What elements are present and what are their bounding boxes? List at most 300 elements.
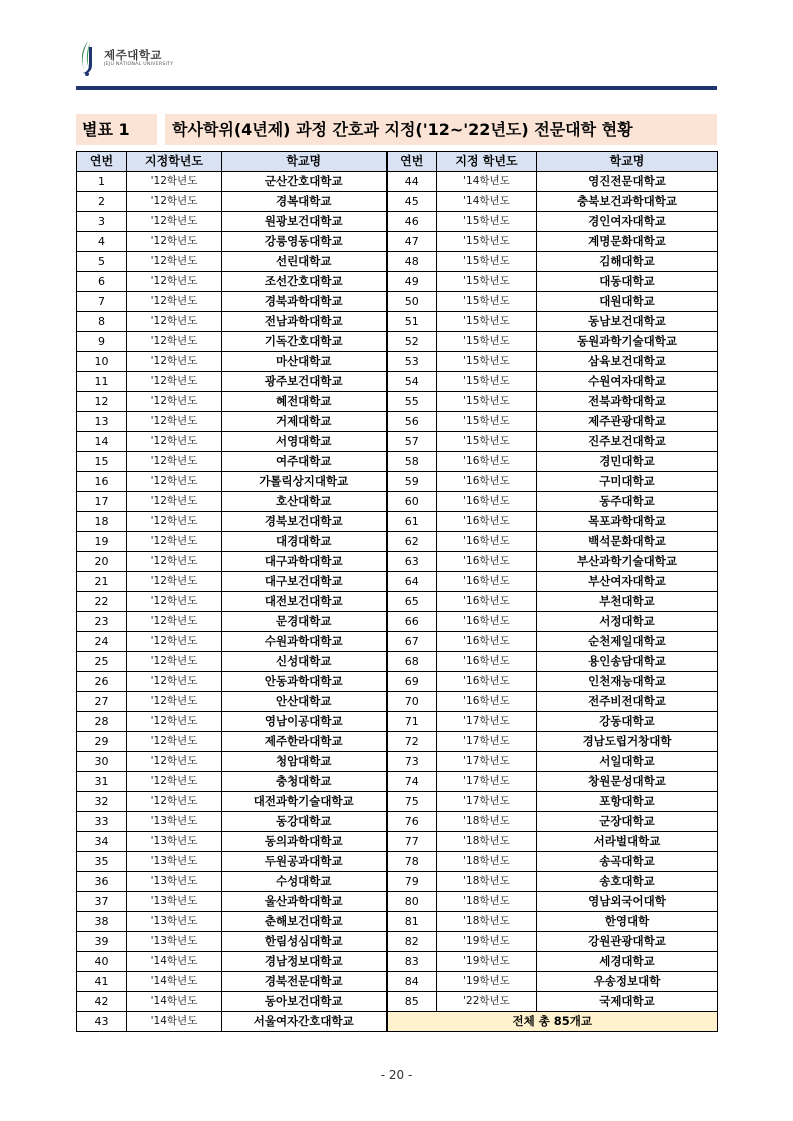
row-year: '12학년도: [127, 372, 222, 392]
table-row: [77, 232, 718, 252]
row-school: 원광보건대학교: [222, 212, 387, 232]
row-no-right: 62: [387, 532, 437, 552]
header-year: 지정학년도: [127, 152, 222, 172]
row-school-right: 계명문화대학교: [537, 232, 718, 252]
row-no-right: 79: [387, 872, 437, 892]
table-row: [77, 672, 718, 692]
row-year-right: '16학년도: [437, 452, 537, 472]
row-year-right: '15학년도: [437, 232, 537, 252]
row-school: 신성대학교: [222, 652, 387, 672]
table-row: [77, 372, 718, 392]
row-no: 3: [77, 212, 127, 232]
row-no: 24: [77, 632, 127, 652]
row-school: 문경대학교: [222, 612, 387, 632]
row-school: 경북보건대학교: [222, 512, 387, 532]
row-school-right: 인천재능대학교: [537, 672, 718, 692]
row-year-right: '19학년도: [437, 952, 537, 972]
row-no: 23: [77, 612, 127, 632]
row-no: 25: [77, 652, 127, 672]
table-row: [77, 172, 718, 192]
row-no: 33: [77, 812, 127, 832]
table-row: [77, 192, 718, 212]
row-year: '12학년도: [127, 492, 222, 512]
table-row: [77, 632, 718, 652]
row-year: '12학년도: [127, 272, 222, 292]
row-school-right: 부천대학교: [537, 592, 718, 612]
table-row: [77, 572, 718, 592]
row-no-right: 80: [387, 892, 437, 912]
row-school: 제주한라대학교: [222, 732, 387, 752]
row-no: 36: [77, 872, 127, 892]
row-no-right: 46: [387, 212, 437, 232]
table-row: [77, 832, 718, 852]
table-row: [77, 732, 718, 752]
row-year-right: '15학년도: [437, 332, 537, 352]
row-no-right: 58: [387, 452, 437, 472]
row-no: 38: [77, 912, 127, 932]
table-row: [77, 492, 718, 512]
row-year: '12학년도: [127, 172, 222, 192]
row-year: '12학년도: [127, 692, 222, 712]
row-year: '14학년도: [127, 952, 222, 972]
row-no-right: 49: [387, 272, 437, 292]
row-no: 37: [77, 892, 127, 912]
row-school-right: 군장대학교: [537, 812, 718, 832]
row-year: '12학년도: [127, 772, 222, 792]
row-year-right: '19학년도: [437, 972, 537, 992]
row-school-right: 진주보건대학교: [537, 432, 718, 452]
row-year: '12학년도: [127, 252, 222, 272]
row-no-right: 47: [387, 232, 437, 252]
row-no: 21: [77, 572, 127, 592]
row-year: '12학년도: [127, 452, 222, 472]
row-school: 경남정보대학교: [222, 952, 387, 972]
row-school: 청암대학교: [222, 752, 387, 772]
row-year: '12학년도: [127, 752, 222, 772]
row-year: '12학년도: [127, 212, 222, 232]
page-title: 학사학위(4년제) 과정 간호과 지정('12~'22년도) 전문대학 현황: [172, 120, 633, 139]
row-year-right: '15학년도: [437, 412, 537, 432]
row-year: '12학년도: [127, 332, 222, 352]
row-no: 39: [77, 932, 127, 952]
row-school: 춘해보건대학교: [222, 912, 387, 932]
table-row: [77, 292, 718, 312]
row-no: 35: [77, 852, 127, 872]
row-no: 12: [77, 392, 127, 412]
row-school: 서울여자간호대학교: [222, 1012, 387, 1032]
row-year-right: '17학년도: [437, 752, 537, 772]
row-year: '13학년도: [127, 852, 222, 872]
row-year-right: '16학년도: [437, 632, 537, 652]
row-no: 28: [77, 712, 127, 732]
row-no: 17: [77, 492, 127, 512]
row-year-right: '15학년도: [437, 372, 537, 392]
row-no: 41: [77, 972, 127, 992]
row-year: '12학년도: [127, 552, 222, 572]
table-row: [77, 412, 718, 432]
table-row: [77, 532, 718, 552]
row-year: '12학년도: [127, 352, 222, 372]
table-row: [77, 692, 718, 712]
header-no-right: 연번: [387, 152, 437, 172]
row-no-right: 76: [387, 812, 437, 832]
row-no-right: 57: [387, 432, 437, 452]
row-no: 29: [77, 732, 127, 752]
row-school-right: 세경대학교: [537, 952, 718, 972]
table-row: [77, 212, 718, 232]
row-no: 7: [77, 292, 127, 312]
row-no-right: 74: [387, 772, 437, 792]
row-school-right: 백석문화대학교: [537, 532, 718, 552]
row-year-right: '17학년도: [437, 772, 537, 792]
row-school-right: 창원문성대학교: [537, 772, 718, 792]
university-logo: [76, 38, 174, 78]
row-no: 42: [77, 992, 127, 1012]
row-year-right: '16학년도: [437, 492, 537, 512]
row-school: 기독간호대학교: [222, 332, 387, 352]
row-year: '12학년도: [127, 512, 222, 532]
table-row: [77, 272, 718, 292]
row-year: '12학년도: [127, 472, 222, 492]
row-school-right: 삼육보건대학교: [537, 352, 718, 372]
row-school-right: 부산과학기술대학교: [537, 552, 718, 572]
row-year: '12학년도: [127, 592, 222, 612]
jeju-university-emblem-icon: [76, 39, 98, 77]
row-school: 대전과학기술대학교: [222, 792, 387, 812]
table-row: [77, 612, 718, 632]
logo-subtitle: JEJU NATIONAL UNIVERSITY: [104, 61, 174, 67]
row-no: 6: [77, 272, 127, 292]
table-row: [77, 432, 718, 452]
row-school-right: 송곡대학교: [537, 852, 718, 872]
row-school-right: 우송정보대학: [537, 972, 718, 992]
row-year: '12학년도: [127, 392, 222, 412]
row-year: '12학년도: [127, 232, 222, 252]
row-year: '13학년도: [127, 832, 222, 852]
row-school-right: 용인송담대학교: [537, 652, 718, 672]
row-school-right: 송호대학교: [537, 872, 718, 892]
row-school: 강릉영동대학교: [222, 232, 387, 252]
row-school: 충청대학교: [222, 772, 387, 792]
row-school: 동아보건대학교: [222, 992, 387, 1012]
row-no-right: 51: [387, 312, 437, 332]
row-no: 15: [77, 452, 127, 472]
row-school-right: 영진전문대학교: [537, 172, 718, 192]
table-row: [77, 892, 718, 912]
header-school: 학교명: [222, 152, 387, 172]
row-no: 22: [77, 592, 127, 612]
row-no-right: 61: [387, 512, 437, 532]
row-year: '13학년도: [127, 872, 222, 892]
row-year-right: '15학년도: [437, 432, 537, 452]
row-year-right: '16학년도: [437, 512, 537, 532]
table-row: [77, 752, 718, 772]
table-row: [77, 332, 718, 352]
row-no: 9: [77, 332, 127, 352]
row-no-right: 48: [387, 252, 437, 272]
row-school-right: 경남도립거창대학: [537, 732, 718, 752]
row-no: 32: [77, 792, 127, 812]
table-body: [77, 172, 718, 1032]
row-year-right: '16학년도: [437, 672, 537, 692]
row-school: 동의과학대학교: [222, 832, 387, 852]
row-school: 두원공과대학교: [222, 852, 387, 872]
row-year: '12학년도: [127, 712, 222, 732]
row-no-right: 78: [387, 852, 437, 872]
row-no: 5: [77, 252, 127, 272]
table-row: [77, 712, 718, 732]
row-no-right: 82: [387, 932, 437, 952]
table-row: [77, 592, 718, 612]
row-year-right: '16학년도: [437, 652, 537, 672]
table-row: [77, 772, 718, 792]
row-year-right: '14학년도: [437, 192, 537, 212]
row-school: 거제대학교: [222, 412, 387, 432]
row-school-right: 한영대학: [537, 912, 718, 932]
row-year-right: '18학년도: [437, 912, 537, 932]
header-no: 연번: [77, 152, 127, 172]
row-school-right: 서정대학교: [537, 612, 718, 632]
row-school: 조선간호대학교: [222, 272, 387, 292]
row-school: 영남이공대학교: [222, 712, 387, 732]
logo-name: 제주대학교: [104, 47, 163, 62]
row-no-right: 72: [387, 732, 437, 752]
row-school: 경북과학대학교: [222, 292, 387, 312]
row-school-right: 동남보건대학교: [537, 312, 718, 332]
row-school-right: 부산여자대학교: [537, 572, 718, 592]
row-no-right: 83: [387, 952, 437, 972]
header-year-right: 지정 학년도: [437, 152, 537, 172]
row-no: 11: [77, 372, 127, 392]
row-no-right: 52: [387, 332, 437, 352]
row-no: 1: [77, 172, 127, 192]
row-school-right: 대원대학교: [537, 292, 718, 312]
page-number: - 20 -: [380, 1068, 413, 1082]
table-row: [77, 972, 718, 992]
row-school: 서영대학교: [222, 432, 387, 452]
row-year: '12학년도: [127, 572, 222, 592]
row-school: 경북전문대학교: [222, 972, 387, 992]
row-year: '14학년도: [127, 972, 222, 992]
row-year: '13학년도: [127, 812, 222, 832]
row-no: 8: [77, 312, 127, 332]
row-no-right: 69: [387, 672, 437, 692]
row-year: '12학년도: [127, 672, 222, 692]
row-year-right: '17학년도: [437, 732, 537, 752]
row-year-right: '16학년도: [437, 552, 537, 572]
row-no-right: 66: [387, 612, 437, 632]
row-no: 2: [77, 192, 127, 212]
row-year-right: '15학년도: [437, 272, 537, 292]
row-year-right: '15학년도: [437, 252, 537, 272]
row-year-right: '18학년도: [437, 872, 537, 892]
row-school: 전남과학대학교: [222, 312, 387, 332]
row-year-right: '15학년도: [437, 352, 537, 372]
row-school-right: 충북보건과학대학교: [537, 192, 718, 212]
row-year-right: '19학년도: [437, 932, 537, 952]
row-school-right: 서일대학교: [537, 752, 718, 772]
row-school-right: 강동대학교: [537, 712, 718, 732]
table-row: [77, 552, 718, 572]
row-school-right: 경민대학교: [537, 452, 718, 472]
row-year-right: '15학년도: [437, 212, 537, 232]
row-year-right: '18학년도: [437, 892, 537, 912]
row-year: '12학년도: [127, 632, 222, 652]
row-year: '13학년도: [127, 892, 222, 912]
row-no: 13: [77, 412, 127, 432]
table-row: [77, 852, 718, 872]
row-school-right: 강원관광대학교: [537, 932, 718, 952]
row-year: '12학년도: [127, 312, 222, 332]
row-no-right: 85: [387, 992, 437, 1012]
table-row: [77, 992, 718, 1012]
row-school-right: 목포과학대학교: [537, 512, 718, 532]
row-school: 한림성심대학교: [222, 932, 387, 952]
row-school: 안동과학대학교: [222, 672, 387, 692]
row-no: 43: [77, 1012, 127, 1032]
row-year-right: '15학년도: [437, 292, 537, 312]
row-school: 선린대학교: [222, 252, 387, 272]
row-no-right: 59: [387, 472, 437, 492]
row-school: 수성대학교: [222, 872, 387, 892]
row-school-right: 전북과학대학교: [537, 392, 718, 412]
row-school-right: 수원여자대학교: [537, 372, 718, 392]
row-school-right: 국제대학교: [537, 992, 718, 1012]
table-row: [77, 472, 718, 492]
row-no-right: 70: [387, 692, 437, 712]
row-no: 31: [77, 772, 127, 792]
table-row: [77, 812, 718, 832]
title-bar: [76, 114, 717, 145]
table-row: [77, 652, 718, 672]
total-count: 전체 총 85개교: [387, 1012, 718, 1032]
row-year-right: '16학년도: [437, 472, 537, 492]
row-no: 18: [77, 512, 127, 532]
row-school-right: 대동대학교: [537, 272, 718, 292]
title-divider: [157, 114, 165, 145]
row-year: '12학년도: [127, 652, 222, 672]
row-no-right: 44: [387, 172, 437, 192]
row-year: '12학년도: [127, 792, 222, 812]
table-row: [77, 1012, 718, 1032]
row-no-right: 63: [387, 552, 437, 572]
college-designation-table: [76, 151, 718, 1032]
row-school-right: 포항대학교: [537, 792, 718, 812]
row-school: 여주대학교: [222, 452, 387, 472]
row-year: '14학년도: [127, 992, 222, 1012]
row-year: '13학년도: [127, 912, 222, 932]
table-row: [77, 252, 718, 272]
row-year-right: '22학년도: [437, 992, 537, 1012]
row-year-right: '16학년도: [437, 532, 537, 552]
row-school: 대경대학교: [222, 532, 387, 552]
row-no: 27: [77, 692, 127, 712]
table-row: [77, 452, 718, 472]
row-year-right: '16학년도: [437, 572, 537, 592]
table-row: [77, 512, 718, 532]
row-school: 가톨릭상지대학교: [222, 472, 387, 492]
row-year: '14학년도: [127, 1012, 222, 1032]
row-no-right: 68: [387, 652, 437, 672]
row-year: '12학년도: [127, 612, 222, 632]
row-year-right: '18학년도: [437, 852, 537, 872]
row-school: 마산대학교: [222, 352, 387, 372]
row-no-right: 56: [387, 412, 437, 432]
row-year: '12학년도: [127, 432, 222, 452]
row-school: 경복대학교: [222, 192, 387, 212]
row-no-right: 71: [387, 712, 437, 732]
row-school: 안산대학교: [222, 692, 387, 712]
row-no-right: 75: [387, 792, 437, 812]
row-school: 울산과학대학교: [222, 892, 387, 912]
row-year-right: '17학년도: [437, 712, 537, 732]
row-school: 대전보건대학교: [222, 592, 387, 612]
row-year-right: '16학년도: [437, 592, 537, 612]
table-header-row: [77, 152, 718, 172]
table-row: [77, 792, 718, 812]
row-school: 동강대학교: [222, 812, 387, 832]
row-school-right: 동원과학기술대학교: [537, 332, 718, 352]
row-no-right: 77: [387, 832, 437, 852]
header-school-right: 학교명: [537, 152, 718, 172]
row-no: 30: [77, 752, 127, 772]
row-school: 혜전대학교: [222, 392, 387, 412]
row-school-right: 구미대학교: [537, 472, 718, 492]
table-row: [77, 392, 718, 412]
row-no-right: 84: [387, 972, 437, 992]
row-school-right: 순천제일대학교: [537, 632, 718, 652]
row-no-right: 54: [387, 372, 437, 392]
row-school-right: 영남외국어대학: [537, 892, 718, 912]
row-no: 34: [77, 832, 127, 852]
row-no-right: 73: [387, 752, 437, 772]
row-no-right: 64: [387, 572, 437, 592]
row-school: 광주보건대학교: [222, 372, 387, 392]
row-year-right: '18학년도: [437, 832, 537, 852]
row-no-right: 67: [387, 632, 437, 652]
table-row: [77, 312, 718, 332]
row-no: 10: [77, 352, 127, 372]
row-school: 호산대학교: [222, 492, 387, 512]
row-year-right: '16학년도: [437, 612, 537, 632]
table-row: [77, 952, 718, 972]
row-year-right: '14학년도: [437, 172, 537, 192]
row-no-right: 60: [387, 492, 437, 512]
header-rule: [76, 86, 717, 90]
row-no: 19: [77, 532, 127, 552]
row-school: 대구보건대학교: [222, 572, 387, 592]
row-school-right: 서라벌대학교: [537, 832, 718, 852]
table-row: [77, 352, 718, 372]
row-year: '13학년도: [127, 932, 222, 952]
row-no: 14: [77, 432, 127, 452]
row-year-right: '16학년도: [437, 692, 537, 712]
row-school-right: 전주비전대학교: [537, 692, 718, 712]
row-no-right: 65: [387, 592, 437, 612]
row-school-right: 동주대학교: [537, 492, 718, 512]
row-no: 26: [77, 672, 127, 692]
row-year: '12학년도: [127, 192, 222, 212]
row-school: 군산간호대학교: [222, 172, 387, 192]
row-school: 대구과학대학교: [222, 552, 387, 572]
row-no-right: 50: [387, 292, 437, 312]
row-year-right: '18학년도: [437, 812, 537, 832]
row-school-right: 경인여자대학교: [537, 212, 718, 232]
row-year: '12학년도: [127, 412, 222, 432]
table-row: [77, 932, 718, 952]
row-year-right: '15학년도: [437, 392, 537, 412]
row-school: 수원과학대학교: [222, 632, 387, 652]
